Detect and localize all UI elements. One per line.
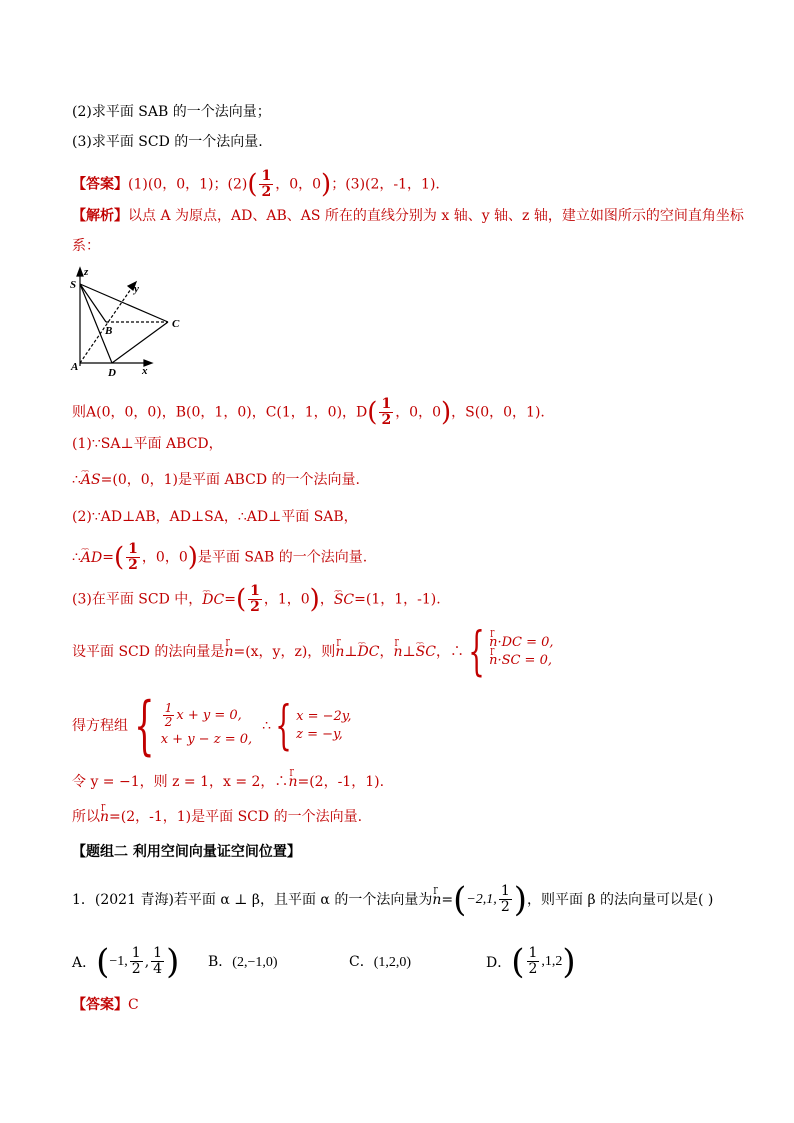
analysis-line-2: 系： (72, 238, 100, 254)
step-1b: ∴⌢⌢ AS=(0，0，1)是平面 ABCD 的一个法向量. (72, 470, 360, 490)
option-B[interactable]: B．(2,−1,0) (208, 954, 278, 970)
answer-part-3: ；(3)(2，-1，1). (331, 176, 440, 193)
answer-line: 【答案】(1)(0，0，1)；(2)( $\frac{1}{2}$ ，0，0)；(3)(2，-1，1). (72, 168, 440, 200)
equation-system: { $\frac{1}{2}$ x + y = 0, x + y − z = 0, (134, 689, 253, 763)
coordinates-line: 则A(0，0，0)，B(0，1，0)，C(1，1，0)，D( $\frac{1}{2}$ ，0，0)，S(0，0，1). (72, 396, 545, 428)
coords-part-3: ，S(0，0，1). (451, 404, 545, 421)
group-2-heading: 【题组二 利用空间向量证空间位置】 (72, 844, 301, 860)
step-3: (3)在平面 SCD 中，⌢⌢ DC=( $\frac{1}{2}$ ，1，0)，⌢⌢ SC=(1，1，-1). (72, 584, 441, 615)
analysis-tag: 【解析】 (72, 208, 128, 224)
question-1: 1．(2021 青海)若平面 α ⊥ β，且平面 α 的一个法向量为 ɼ n = ( −2,1, $\frac{1}{2}$ ) ，则平面 β 的法向量可以是( ) (72, 884, 713, 915)
option-D[interactable]: D． ( $\frac{1}{2}$ ,1,2 ) (486, 941, 576, 982)
normal-vector-setup: 设平面 SCD 的法向量是 ɼ n =(x，y，z)，则 ɼ n ⊥ ⌢⌢ DC ， ɼ n ⊥ ⌢⌢ SC ，∴ { ɼ n·DC = 0, ɼ n·SC = 0, (72, 626, 554, 678)
option-C[interactable]: C．(1,2,0) (349, 954, 412, 970)
equation-system-line: 得方程组 { $\frac{1}{2}$ x + y = 0, x + y − z = 0, ∴ { x = −2y, z = −y, (72, 689, 352, 763)
answer-fraction: $\frac{1}{2}$ (261, 168, 272, 200)
answer-part-2: ，0，0 (275, 176, 322, 193)
dot-product-system: { ɼ n·DC = 0, ɼ n·SC = 0, (464, 626, 554, 678)
coords-part-2: ，0，0 (395, 404, 442, 421)
analysis-text-1: 以点 A 为原点，AD、AB、AS 所在的直线分别为 x 轴、y 轴、z 轴，建立如图所示的空间直角坐标 (128, 208, 744, 224)
let-line: 令 y = −1，则 z = 1，x = 2，∴ɼ n=(2，-1，1). (72, 772, 384, 792)
answer-part-1: (1)(0，0，1)；(2) (128, 176, 248, 193)
step-2: (2)∵AD⊥AB，AD⊥SA，∴AD⊥平面 SAB， (72, 509, 358, 525)
vector-AS: ⌢⌢ AS (81, 470, 101, 490)
step-2-fraction: $\frac{1}{2}$ (128, 541, 138, 573)
label-x: x (142, 365, 148, 377)
step-3-fraction: $\frac{1}{2}$ (250, 583, 260, 615)
step-1: (1)∵SA⊥平面 ABCD， (72, 436, 223, 452)
z-axis-arrow (77, 268, 83, 276)
label-C: C (172, 318, 180, 330)
label-D: D (108, 367, 116, 378)
step-2b: ∴⌢⌢ AD=( $\frac{1}{2}$ ，0，0)是平面 SAB 的一个法向量. (72, 542, 367, 573)
label-z: z (84, 266, 89, 278)
vector-SC: ⌢⌢ SC (334, 590, 354, 610)
label-y: y (134, 283, 139, 295)
solution-system: { x = −2y, z = −y, (275, 696, 352, 756)
analysis-line-1 (72, 206, 744, 226)
label-S: S (70, 279, 77, 291)
coordinate-figure (68, 266, 198, 378)
answer-2: 【答案】C (72, 997, 139, 1013)
vector-DC: ⌢⌢ DC (202, 590, 224, 610)
option-A[interactable]: A． ( −1, $\frac{1}{2}$ , $\frac{1}{4}$ ) (72, 941, 180, 982)
question-part-3: (3)求平面 SCD 的一个法向量. (72, 134, 263, 150)
label-B: B (105, 325, 113, 337)
question-part-2: (2)求平面 SAB 的一个法向量； (72, 104, 271, 120)
edge-DC (112, 322, 168, 363)
vector-n: ɼ n (224, 642, 233, 662)
vector-AD: ⌢⌢ AD (81, 548, 102, 568)
conclusion-line: 所以ɼ n=(2，-1，1)是平面 SCD 的一个法向量. (72, 807, 362, 827)
label-A: A (71, 361, 79, 373)
coords-fraction: $\frac{1}{2}$ (381, 396, 392, 428)
answer-tag: 【答案】 (72, 176, 128, 193)
coords-part-1: 则A(0，0，0)，B(0，1，0)，C(1，1，0)，D (72, 404, 368, 421)
